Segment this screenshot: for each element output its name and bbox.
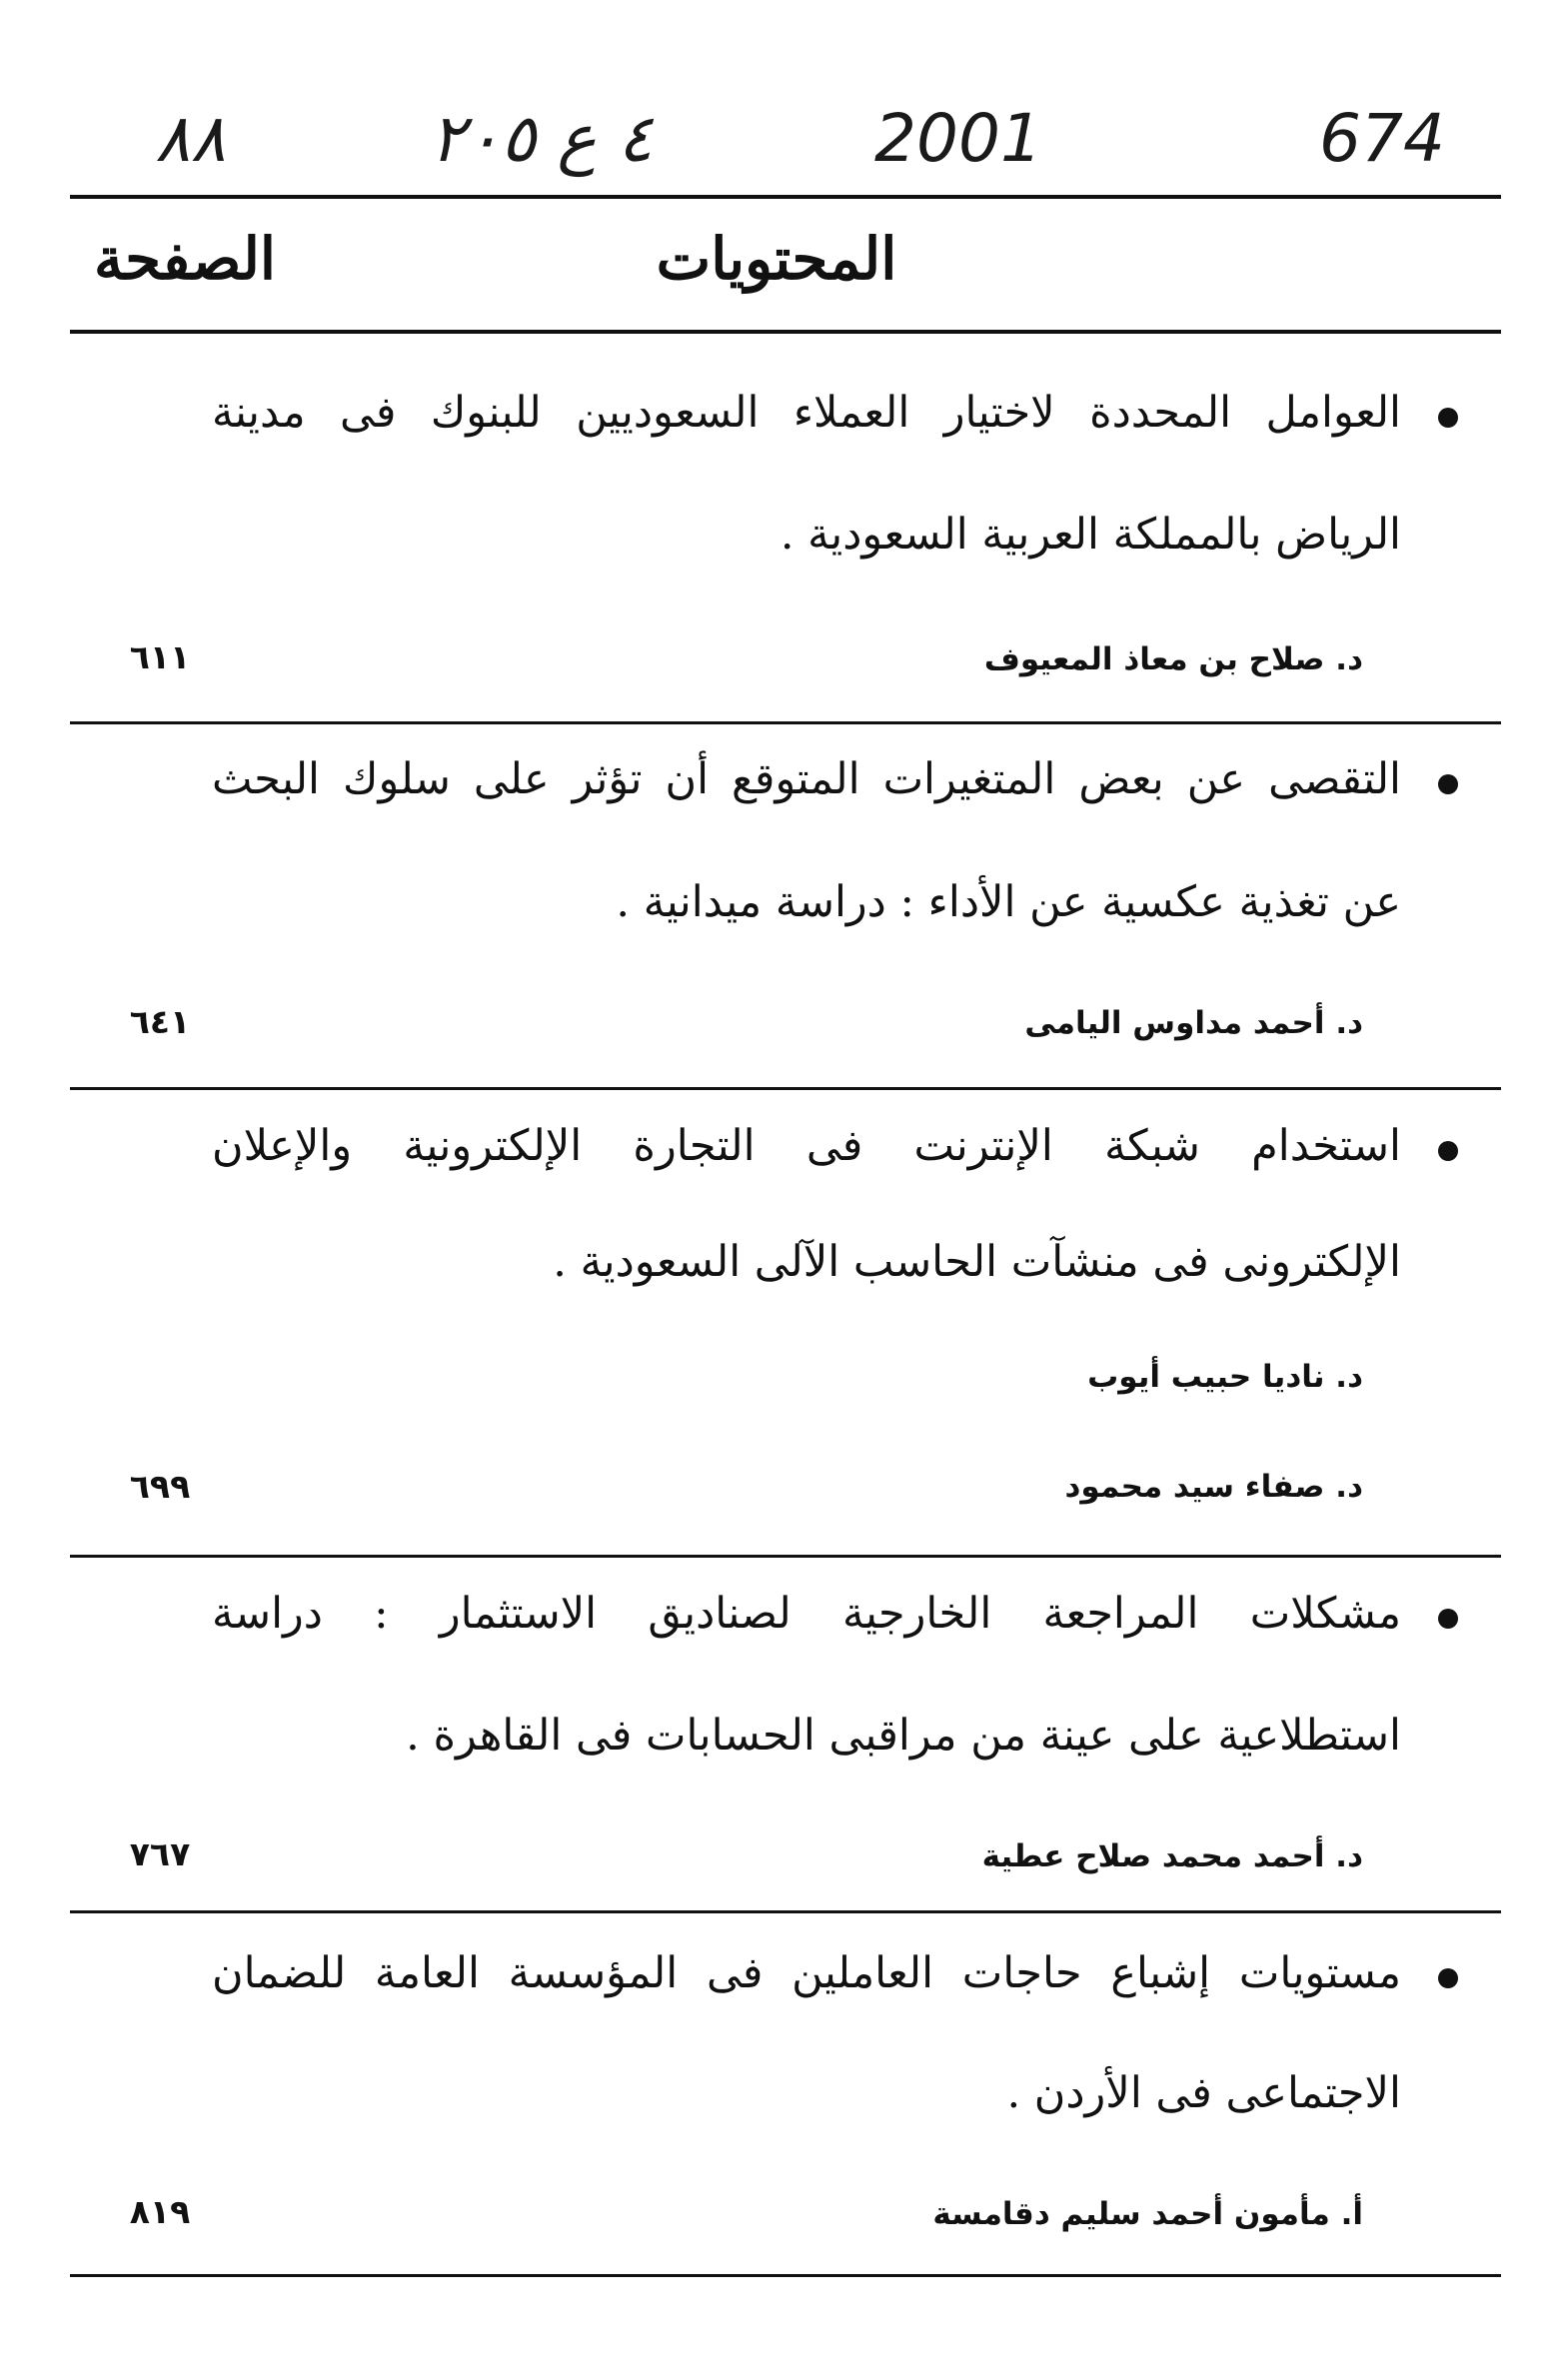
bullet-icon	[1438, 774, 1458, 794]
entry-author: د. أحمد محمد صلاح عطية	[981, 1838, 1363, 1874]
entry-page-number: ٦١١	[129, 637, 191, 676]
entry-page-number: ٧٦٧	[129, 1834, 191, 1873]
bullet-icon	[1438, 1968, 1458, 1988]
bullet-icon	[1438, 1141, 1458, 1161]
entry-page-number: ٦٤١	[129, 1002, 191, 1041]
entry-divider	[70, 721, 1501, 724]
entry-author: د. صلاح بن معاذ المعيوف	[983, 641, 1363, 677]
entry-divider	[70, 2274, 1501, 2277]
entry-title-line: استطلاعية على عينة من مراقبى الحسابات فى القاهرة .	[406, 1711, 1401, 1761]
entry-page-number: ٨١٩	[129, 2192, 191, 2231]
entry-author: أ. مأمون أحمد سليم دقامسة	[932, 2196, 1363, 2232]
entry-title-line: التقصى عن بعض المتغيرات المتوقع أن تؤثر على سلوك البحث	[212, 754, 1401, 804]
entry-title-line: مشكلات المراجعة الخارجية لصناديق الاستثمار : دراسة	[212, 1589, 1401, 1639]
entry-title-line: العوامل المحددة لاختيار العملاء السعوديين للبنوك فى مدينة	[212, 388, 1401, 438]
page-column-heading: الصفحة	[94, 225, 276, 293]
entry-divider	[70, 1555, 1501, 1558]
handwritten-note: ٤ ع ٢٠٥	[430, 100, 654, 177]
entry-divider	[70, 1087, 1501, 1090]
entry-title-line: الاجتماعى فى الأردن .	[1006, 2068, 1401, 2118]
entry-author: د. أحمد مداوس اليامى	[1024, 1005, 1363, 1041]
entry-author: د. ناديا حبيب أيوب	[1087, 1359, 1363, 1395]
entry-title-line: استخدام شبكة الإنترنت فى التجارة الإلكترونية والإعلان	[212, 1121, 1401, 1171]
entry-title-line: الرياض بالمملكة العربية السعودية .	[779, 510, 1401, 560]
bullet-icon	[1438, 408, 1458, 428]
handwritten-note: 674	[1319, 100, 1445, 177]
contents-heading: المحتويات	[656, 225, 897, 293]
entry-page-number: ٦٩٩	[129, 1467, 191, 1506]
entry-author: د. صفاء سيد محمود	[1064, 1469, 1363, 1505]
entry-divider	[70, 1910, 1501, 1913]
header-top-rule	[70, 195, 1501, 199]
entry-title-line: الإلكترونى فى منشآت الحاسب الآلى السعودية .	[553, 1237, 1401, 1287]
bullet-icon	[1438, 1609, 1458, 1629]
header-bottom-rule	[70, 330, 1501, 334]
entry-title-line: عن تغذية عكسية عن الأداء : دراسة ميدانية .	[616, 877, 1401, 927]
entry-title-line: مستويات إشباع حاجات العاملين فى المؤسسة العامة للضمان	[212, 1948, 1401, 1998]
handwritten-note: ۸۸	[155, 100, 226, 177]
handwritten-note: 2001	[874, 100, 1042, 177]
